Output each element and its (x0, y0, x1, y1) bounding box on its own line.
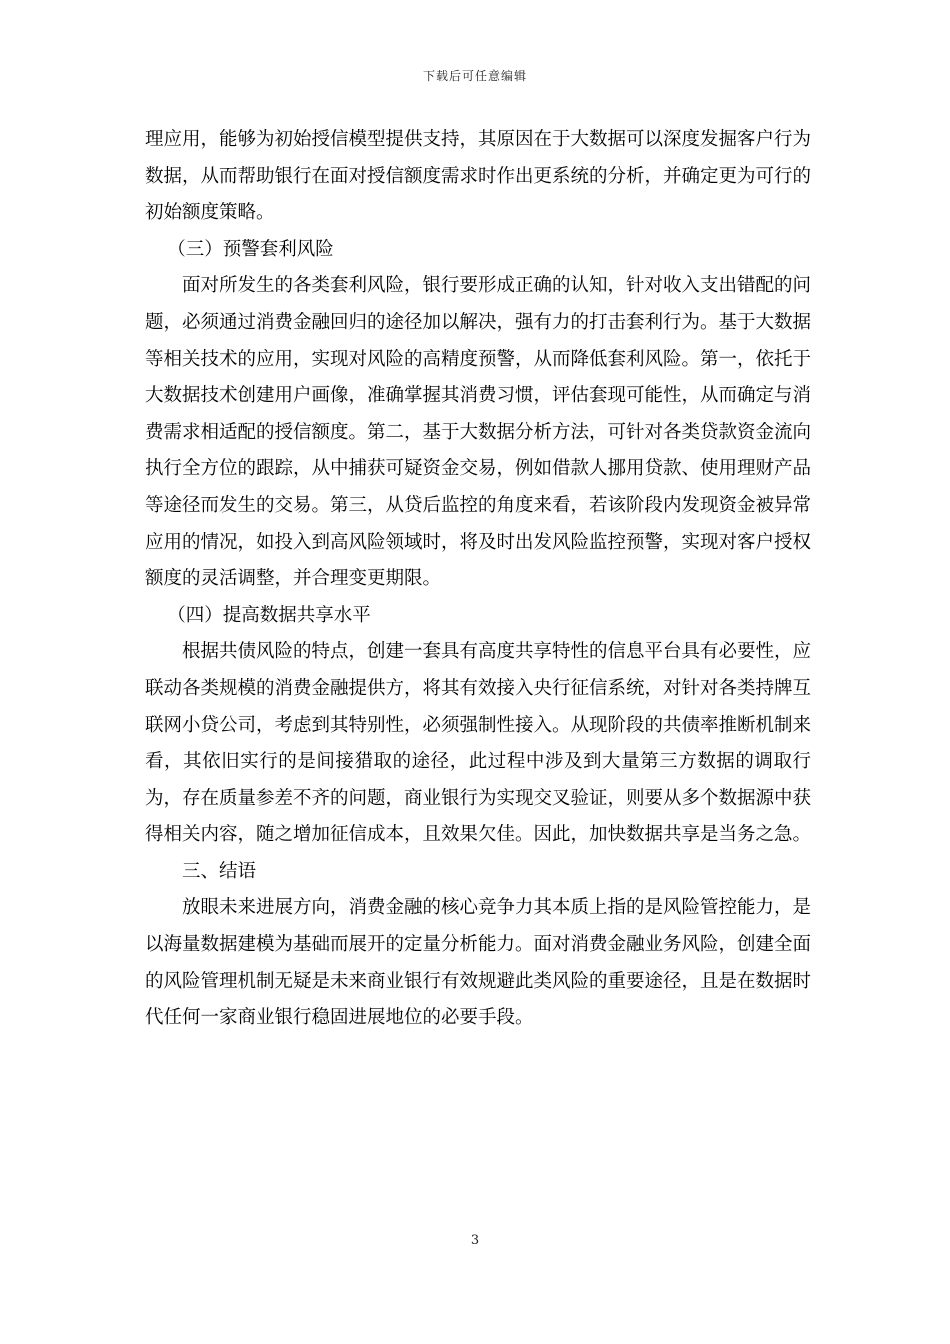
page-header: 下载后可任意编辑 (422, 69, 527, 83)
paragraph-data-sharing: 根据共债风险的特点，创建一套具有高度共享特性的信息平台具有必要性，应联动各类规模的消费金融提供方，将其有效接入央行征信系统，对针对各类持牌互联网小贷公司，考虑到其特别性，必须强制性接入。从现阶段的共债率推断机制来看，其依旧实行的是间接猎取的途径，此过程中涉及到大量第三方数据的调取行为，存在质量参差不齐的问题，商业银行为实现交叉验证，则要从多个数据源中获得相关内容，随之增加征信成本，且效果欠佳。因此，加快数据共享是当务之急。 (145, 641, 812, 846)
page-number: 3 (470, 1233, 480, 1248)
section-heading-conclusion: 三、结语 (182, 860, 257, 882)
document-body (145, 122, 811, 1037)
paragraph-arbitrage-risk: 面对所发生的各类套利风险，银行要形成正确的认知，针对收入支出错配的问题，必须通过消费金融回归的途径加以解决，强有力的打击套利行为。基于大数据等相关技术的应用，实现对风险的高精度预警，从而降低套利风险。第一，依托于大数据技术创建用户画像，准确掌握其消费习惯，评估套现可能性，从而确定与消费需求相适配的授信额度。第二，基于大数据分析方法，可针对各类贷款资金流向执行全方位的跟踪，从中捕获可疑资金交易，例如借款人挪用贷款、使用理财产品等途径而发生的交易。第三，从贷后监控的角度来看，若该阶段内发现资金被异常应用的情况，如投入到高风险领域时，将及时出发风险监控预警，实现对客户授权额度的灵活调整，并合理变更期限。 (145, 275, 812, 590)
section-heading-3: （三）预警套利风险 (167, 238, 334, 260)
paragraph-conclusion: 放眼未来进展方向，消费金融的核心竞争力其本质上指的是风险管控能力，是以海量数据建模为基础而展开的定量分析能力。面对消费金融业务风险，创建全面的风险管理机制无疑是未来商业银行有效规避此类风险的重要途径，且是在数据时代任何一家商业银行稳固进展地位的必要手段。 (145, 897, 812, 1029)
paragraph-continuation: 理应用，能够为初始授信模型提供支持，其原因在于大数据可以深度发掘客户行为数据，从而帮助银行在面对授信额度需求时作出更系统的分析，并确定更为可行的初始额度策略。 (145, 129, 812, 224)
section-heading-4: （四）提高数据共享水平 (167, 604, 371, 626)
